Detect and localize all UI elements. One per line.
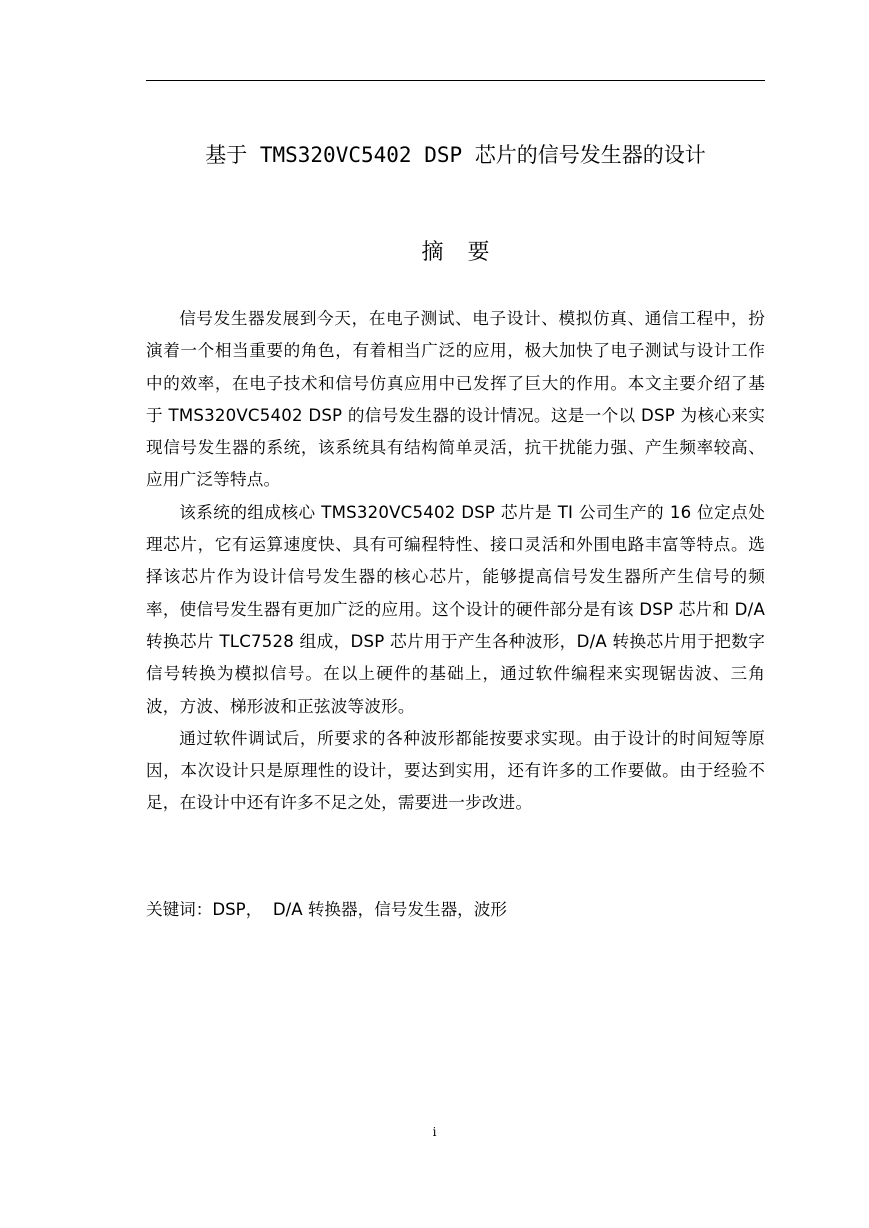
abstract-paragraph-1: 信号发生器发展到今天，在电子测试、电子设计、模拟仿真、通信工程中，扮演着一个相当重要的角色，有着相当广泛的应用，极大加快了电子测试与设计工作中的效率，在电子技术和信号仿真应用中已发挥了巨大的作用。本文主要介绍了基于 TMS320VC5402 DSP 的信号发生器的设计情况。这是一个以 DSP 为核心来实现信号发生器的系统，该系统具有结构简单灵活，抗干扰能力强、产生频率较高、应用广泛等特点。 bbox=[146, 309, 765, 490]
page-number: i bbox=[432, 1125, 437, 1139]
keywords-line bbox=[146, 895, 765, 925]
document-title: 基于 TMS320VC5402 DSP 芯片的信号发生器的设计 bbox=[205, 143, 706, 167]
abstract-heading: 摘要 bbox=[421, 240, 514, 265]
keywords-value: DSP， D/A 转换器，信号发生器，波形 bbox=[212, 900, 507, 919]
keywords-label: 关键词： bbox=[146, 900, 213, 919]
abstract-paragraph-3: 通过软件调试后，所要求的各种波形都能按要求实现。由于设计的时间短等原因，本次设计只是原理性的设计，要达到实用，还有许多的工作要做。由于经验不足，在设计中还有许多不足之处，需要进一步改进。 bbox=[146, 728, 765, 813]
abstract-paragraph-2: 该系统的组成核心 TMS320VC5402 DSP 芯片是 TI 公司生产的 16 位定点处理芯片，它有运算速度快、具有可编程特性、接口灵活和外围电路丰富等特点。选择该芯片作为设计信号发生器的核心芯片，能够提高信号发生器所产生信号的频率，使信号发生器有更加广泛的应用。这个设计的硬件部分是有该 DSP 芯片和 D/A 转换芯片 TLC7528 组成，DSP 芯片用于产生各种波形，D/A 转换芯片用于把数字信号转换为模拟信号。在以上硬件的基础上，通过软件编程来实现锯齿波、三角波，方波、梯形波和正弦波等波形。 bbox=[146, 502, 765, 716]
header-rule bbox=[146, 80, 765, 81]
abstract-body bbox=[146, 303, 765, 820]
